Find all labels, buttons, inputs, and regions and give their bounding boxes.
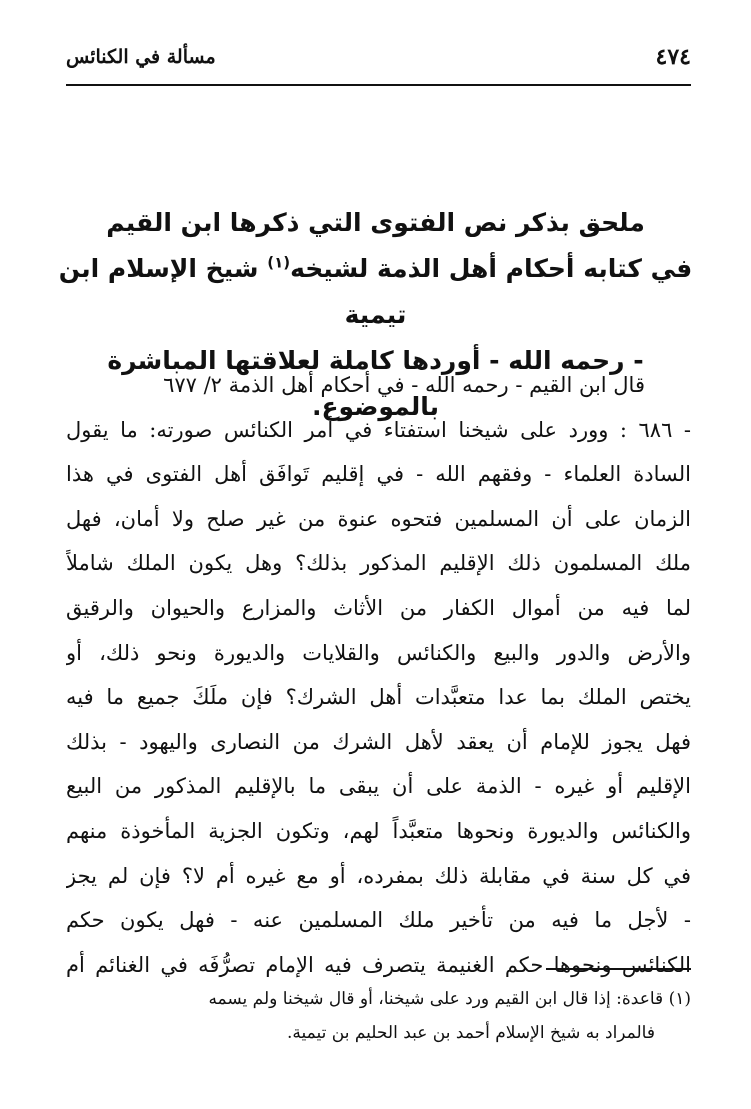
running-title: مسألة في الكنائس bbox=[66, 46, 216, 68]
footnote-marker: (١) bbox=[267, 253, 291, 272]
heading-line: - رحمه الله - أوردها كاملة لعلاقتها المباشرة بالموضوع. bbox=[107, 346, 644, 421]
body-line: لما فيه من أموال الكفار من الأثاث والمزارع والحيوان والرقيق bbox=[66, 595, 691, 620]
body-line: فهل يجوز للإمام أن يعقد لأهل الشرك من النصارى واليهود - بذلك bbox=[66, 729, 691, 754]
body-line: قال ابن القيم - رحمه الله - في أحكام أهل الذمة ٢/ ٦٧٧ bbox=[163, 373, 645, 397]
heading-line-text: في كتابه أحكام أهل الذمة لشيخه bbox=[290, 254, 693, 283]
footnote-line: فالمراد به شيخ الإسلام أحمد بن عبد الحليم بن تيمية. bbox=[287, 1023, 655, 1043]
heading-line-text: شيخ الإسلام ابن تيمية bbox=[58, 254, 407, 329]
body-line: السادة العلماء - وفقهم الله - في إقليم تَوافَق أهل الفتوى في هذا bbox=[66, 462, 691, 487]
footnote-divider bbox=[546, 968, 691, 970]
page-header bbox=[66, 40, 691, 86]
body-line: الإقليم أو غيره - الذمة على أن يبقى ما بالإقليم المذكور من البيع bbox=[66, 774, 691, 799]
body-line: - لأجل ما فيه من تأخير ملك المسلمين عنه - فهل يكون حكم bbox=[66, 908, 691, 933]
footnote bbox=[66, 982, 691, 1050]
body-line: يختص الملك بما عدا متعبَّدات أهل الشرك؟ فإن ملَكَ جميع ما فيه bbox=[66, 685, 691, 710]
body-line: والأرض والدور والبيع والكنائس والقلايات والديورة ونحو ذلك، أو bbox=[66, 640, 691, 665]
body-line: - ٦٨٦ : وورد على شيخنا استفتاء في أمر الكنائس صورته: ما يقول bbox=[66, 417, 691, 442]
heading-line: ملحق بذكر نص الفتوى التي ذكرها ابن القيم bbox=[106, 208, 645, 237]
heading-line bbox=[58, 246, 693, 338]
body-line: ملك المسلمون ذلك الإقليم المذكور بذلك؟ وهل يكون الملك شاملاً bbox=[66, 551, 691, 576]
body-line: الزمان على أن المسلمين فتحوه عنوة من غير صلح ولا أمان، فهل bbox=[66, 506, 691, 531]
page-number: ٤٧٤ bbox=[655, 44, 691, 70]
body-paragraph bbox=[66, 363, 691, 987]
body-line: والكنائس والديورة ونحوها متعبَّداً لهم، وتكون الجزية المأخوذة منهم bbox=[66, 818, 691, 843]
footnote-line: (١) قاعدة: إذا قال ابن القيم ورد على شيخنا، أو قال شيخنا ولم يسمه bbox=[208, 989, 691, 1009]
body-line: الكنائس ونحوها حكم الغنيمة يتصرف فيه الإمام تصرُّفَه في الغنائم أم bbox=[66, 952, 691, 977]
body-line: في كل سنة في مقابلة ذلك بمفرده، أو مع غيره أم لا؟ فإن لم يجز bbox=[66, 863, 691, 888]
